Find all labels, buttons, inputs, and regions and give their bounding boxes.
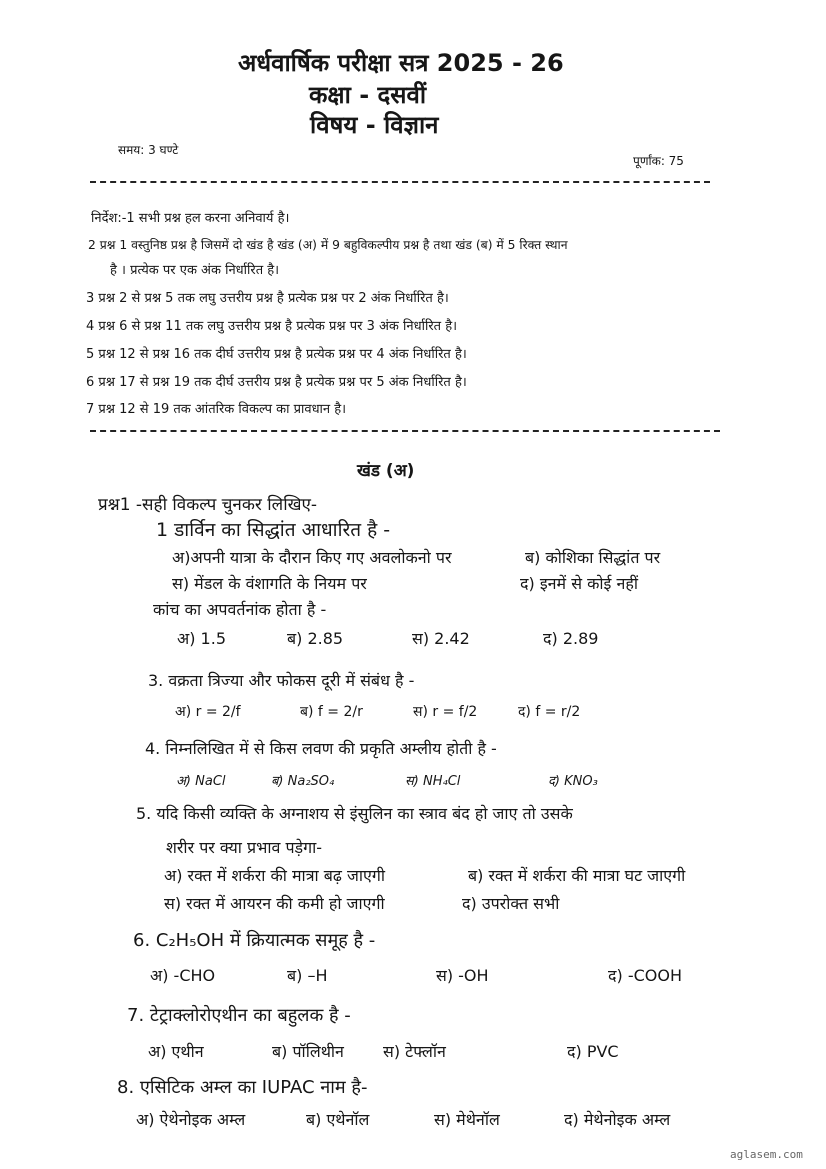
- q6-option-c: स) -OH: [436, 966, 489, 985]
- class-line: कक्षा - दसवीं: [309, 81, 427, 109]
- q3-option-d: द) f = r/2: [518, 704, 581, 720]
- q6-option-b: ब) –H: [287, 966, 328, 985]
- q8-option-a: अ) ऐथेनोइक अम्ल: [136, 1110, 246, 1129]
- instruction-6: 6 प्रश्न 17 से प्रश्न 19 तक दीर्घ उत्तरीय प्रश्न है प्रत्येक प्रश्न पर 5 अंक निर्धारित है।: [86, 375, 467, 390]
- q7-option-d: द) PVC: [567, 1042, 619, 1061]
- q1-text: 1 डार्विन का सिद्धांत आधारित है -: [156, 519, 391, 541]
- subject-line: विषय - विज्ञान: [310, 111, 439, 139]
- q5-option-b: ब) रक्त में शर्करा की मात्रा घट जाएगी: [468, 866, 686, 885]
- q7-option-c: स) टेफ्लॉन: [383, 1042, 446, 1061]
- section-heading: खंड (अ): [357, 461, 415, 481]
- q2-text: कांच का अपवर्तनांक होता है -: [153, 600, 327, 619]
- q6-option-a: अ) -CHO: [150, 966, 216, 985]
- q8-option-c: स) मेथेनॉल: [434, 1110, 500, 1129]
- q3-option-a: अ) r = 2/f: [175, 704, 241, 720]
- q6-text: 6. C₂H₅OH में क्रियात्मक समूह है -: [133, 930, 376, 951]
- q2-option-c: स) 2.42: [412, 629, 470, 648]
- q7-text: 7. टेट्राक्लोरोएथीन का बहुलक है -: [127, 1005, 351, 1026]
- instruction-1: निर्देश:-1 सभी प्रश्न हल करना अनिवार्य है।: [91, 211, 290, 226]
- q3-text: 3. वक्रता त्रिज्या और फोकस दूरी में संबंध है -: [148, 671, 415, 690]
- q1-option-a: अ)अपनी यात्रा के दौरान किए गए अवलोकनो पर: [172, 548, 452, 567]
- q2-option-b: ब) 2.85: [287, 629, 344, 648]
- q2-option-d: द) 2.89: [543, 629, 599, 648]
- q1-option-b: ब) कोशिका सिद्धांत पर: [525, 548, 661, 567]
- instruction-2: 2 प्रश्न 1 वस्तुनिष्ठ प्रश्न है जिसमें दो खंड है खंड (अ) में 9 बहुविकल्पीय प्रश्न है तथा खंड (ब) में 5 रिक्त स्थान: [88, 238, 568, 252]
- max-marks: पूर्णांक: 75: [633, 154, 684, 168]
- q8-text: 8. एसिटिक अम्ल का IUPAC नाम है-: [117, 1077, 368, 1098]
- q4-option-c: स) NH₄Cl: [405, 774, 461, 789]
- q1-option-d: द) इनमें से कोई नहीं: [520, 574, 639, 593]
- instruction-4: 4 प्रश्न 6 से प्रश्न 11 तक लघु उत्तरीय प्रश्न है प्रत्येक प्रश्न पर 3 अंक निर्धारित है।: [86, 319, 458, 334]
- q5-option-a: अ) रक्त में शर्करा की मात्रा बढ़ जाएगी: [164, 866, 386, 885]
- watermark: aglasem.com: [730, 1148, 803, 1161]
- q5-option-c: स) रक्त में आयरन की कमी हो जाएगी: [164, 894, 385, 913]
- q7-option-b: ब) पॉलिथीन: [272, 1042, 344, 1061]
- time-allowed: समय: 3 घण्टे: [118, 143, 179, 157]
- q4-option-d: द) KNO₃: [548, 774, 598, 789]
- question-title: प्रश्न1 -सही विकल्प चुनकर लिखिए-: [98, 495, 318, 515]
- instruction-3: 3 प्रश्न 2 से प्रश्न 5 तक लघु उत्तरीय प्रश्न है प्रत्येक प्रश्न पर 2 अंक निर्धारित है।: [86, 291, 449, 306]
- q4-text: 4. निम्नलिखित में से किस लवण की प्रकृति अम्लीय होती है -: [145, 739, 497, 758]
- q4-option-a: अ) NaCl: [176, 774, 226, 789]
- divider-bottom: [90, 430, 720, 432]
- q1-option-c: स) मेंडल के वंशागति के नियम पर: [172, 574, 367, 593]
- q7-option-a: अ) एथीन: [148, 1042, 204, 1061]
- q6-option-d: द) -COOH: [608, 966, 682, 985]
- instruction-7: 7 प्रश्न 12 से 19 तक आंतरिक विकल्प का प्रावधान है।: [86, 402, 347, 417]
- divider-top: [90, 181, 710, 183]
- q5-option-d: द) उपरोक्त सभी: [462, 894, 560, 913]
- instruction-2-cont: है । प्रत्येक पर एक अंक निर्धारित है।: [110, 263, 280, 278]
- instruction-5: 5 प्रश्न 12 से प्रश्न 16 तक दीर्घ उत्तरीय प्रश्न है प्रत्येक प्रश्न पर 4 अंक निर्धारित है।: [86, 347, 467, 362]
- exam-title: अर्धवार्षिक परीक्षा सत्र 2025 - 26: [238, 49, 564, 77]
- q4-option-b: ब) Na₂SO₄: [271, 774, 335, 789]
- q3-option-c: स) r = f/2: [413, 704, 478, 720]
- q2-option-a: अ) 1.5: [177, 629, 226, 648]
- q5-text-line2: शरीर पर क्या प्रभाव पड़ेगा-: [166, 838, 323, 857]
- q8-option-b: ब) एथेनॉल: [306, 1110, 370, 1129]
- q8-option-d: द) मेथेनोइक अम्ल: [564, 1110, 671, 1129]
- q3-option-b: ब) f = 2/r: [300, 704, 363, 720]
- q5-text-line1: 5. यदि किसी व्यक्ति के अग्नाशय से इंसुलिन का स्त्राव बंद हो जाए तो उसके: [136, 804, 573, 823]
